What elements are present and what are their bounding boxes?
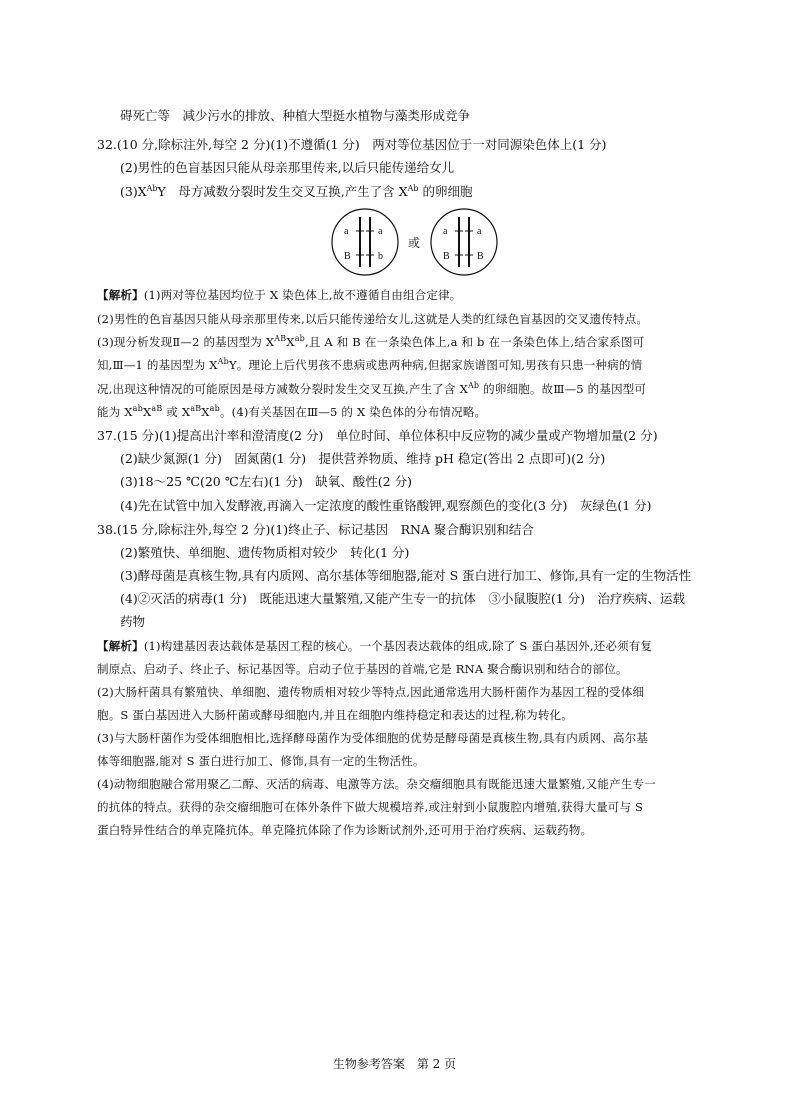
text-line: 胞。S 蛋白基因进入大肠杆菌或酵母细胞内,并且在细胞内维持稳定和表达的过程,称为转化。 <box>97 708 573 722</box>
text-line: (3)现分析发现Ⅱ—2 的基因型为 $X^{AB}X^{ab}$,且 A 和 B 在一条染色体上,a 和 b 在一条染色体上,结合家系图可 <box>97 334 645 349</box>
allele-label: a <box>344 226 349 237</box>
text-line: 38.(15 分,除标注外,每空 2 分)(1)终止子、标记基因 RNA 聚合酶识别和结合 <box>97 522 534 537</box>
text-line: 37.(15 分)(1)提高出汁率和澄清度(2 分) 单位时间、单位体积中反应物的减少量或产物增加量(2 分) <box>97 428 658 443</box>
text-line: (4)先在试管中加入发酵液,再滴入一定浓度的酸性重铬酸钾,观察颜色的变化(3 分) 灰绿色(1 分) <box>120 498 652 513</box>
cell-circle-1 <box>332 209 398 275</box>
text-line: 蛋白特异性结合的单克隆抗体。单克隆抗体除了作为诊断试剂外,还可用于治疗疾病、运载药物。 <box>97 823 593 837</box>
text-line: 体等细胞器,能对 S 蛋白进行加工、修饰,具有一定的生物活性。 <box>97 754 425 768</box>
text-line: (2)缺少氮源(1 分) 固氮菌(1 分) 提供营养物质、维持 pH 稳定(答出 2 点即可)(2 分) <box>120 451 606 466</box>
text-line: 药物 <box>120 614 146 629</box>
text-line: 【解析】(1)构建基因表达载体是基因工程的核心。一个基因表达载体的组成,除了 S 蛋白基因外,还必须有复 <box>97 639 653 653</box>
text-line: (4)动物细胞融合常用聚乙二醇、灭活的病毒、电激等方法。杂交瘤细胞具有既能迅速大量繁殖,又能产生专一 <box>97 777 656 791</box>
text-line: 碍死亡等 减少污水的排放、种植大型挺水植物与藻类形成竞争 <box>120 108 471 123</box>
text-line: (2)繁殖快、单细胞、遗传物质相对较少 转化(1 分) <box>120 545 410 560</box>
text-line: 的抗体的特点。获得的杂交瘤细胞可在体外条件下做大规模培养,或注射到小鼠腹腔内增殖,获得大量可与 S <box>97 800 644 814</box>
text-line: (3)酵母菌是真核生物,具有内质网、高尔基体等细胞器,能对 S 蛋白进行加工、修饰,具有一定的生物活性 <box>120 568 692 583</box>
text-line: 32.(10 分,除标注外,每空 2 分)(1)不遵循(1 分) 两对等位基因位于一对同源染色体上(1 分) <box>97 137 607 152</box>
allele-label: B <box>477 251 484 262</box>
text-line: (2)男性的色盲基因只能从母亲那里传来,以后只能传递给女儿,这就是人类的红绿色盲基因的交叉遗传特点。 <box>97 312 649 326</box>
text-line: 知,Ⅲ—1 的基因型为 $X^{Ab}Y$。理论上后代男孩不患病或患两种病,但据家族谱图可知,男孩有只患一种病的情 <box>97 357 643 372</box>
allele-label: a <box>477 226 482 237</box>
allele-label: a <box>443 226 448 237</box>
text-line: 制原点、启动子、终止子、标记基因等。启动子位于基因的首端,它是 RNA 聚合酶识别和结合的部位。 <box>97 662 628 676</box>
page-footer: 生物参考答案 第 2 页 <box>332 1057 457 1071</box>
text-line: 况,出现这种情况的可能原因是母方减数分裂时发生交叉互换,产生了含 $X^{Ab}$ 的卵细胞。故Ⅲ—5 的基因型可 <box>97 381 647 396</box>
allele-label: B <box>443 251 450 262</box>
text-line: (3)与大肠杆菌作为受体细胞相比,选择酵母菌作为受体细胞的优势是酵母菌是真核生物,具有内质网、高尔基 <box>97 731 649 745</box>
cell-circle-2 <box>431 209 497 275</box>
text-line: $(3)X^{Ab}Y$ 母方减数分裂时发生交叉互换,产生了含 $X^{Ab}$ 的卵细胞 <box>120 184 473 199</box>
text-line: 能为 $X^{ab}X^{aB}$ 或 $X^{aB}X^{ab}$。(4)有关基因在Ⅲ—5 的 X 染色体的分布情况略。 <box>97 404 487 419</box>
allele-label: a <box>378 226 383 237</box>
text-line: 【解析】(1)两对等位基因均位于 X 染色体上,故不遵循自由组合定律。 <box>97 288 462 302</box>
or-connector: 或 <box>408 236 421 250</box>
text-line: (2)大肠杆菌具有繁殖快、单细胞、遗传物质相对较少等特点,因此通常选用大肠杆菌作为基因工程的受体细 <box>97 685 645 699</box>
text-line: (2)男性的色盲基因只能从母亲那里传来,以后只能传递给女儿 <box>120 160 455 175</box>
text-line: (3)18～25 ℃(20 ℃左右)(1 分) 缺氧、酸性(2 分) <box>120 474 412 489</box>
chromosome-diagram <box>330 207 500 277</box>
allele-label: b <box>378 251 383 262</box>
allele-label: B <box>344 251 351 262</box>
text-line: (4)②灭活的病毒(1 分) 既能迅速大量繁殖,又能产生专一的抗体 ③小鼠腹腔(1 分) 治疗疾病、运载 <box>120 591 686 606</box>
